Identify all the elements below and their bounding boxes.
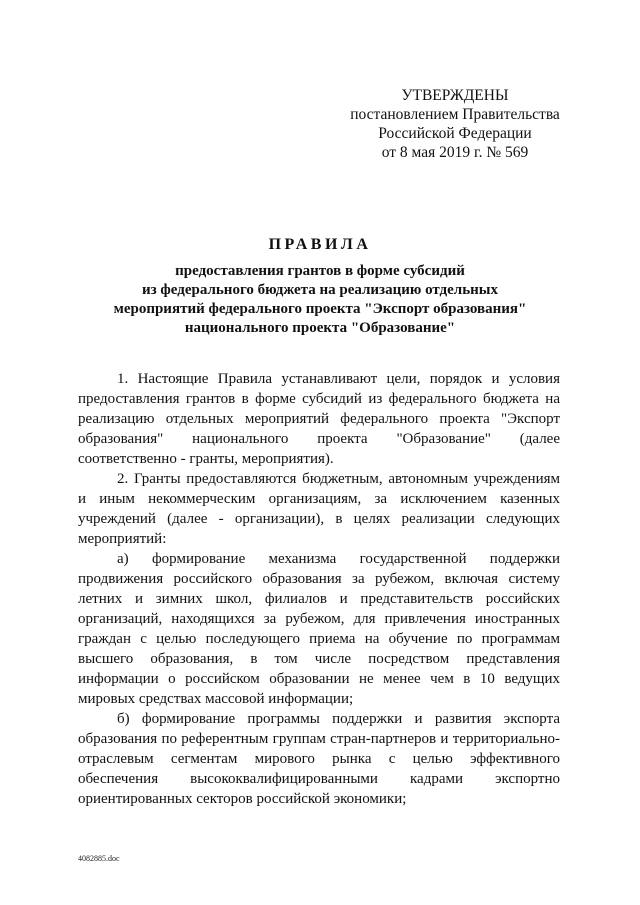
approval-heading: УТВЕРЖДЕНЫ — [401, 87, 509, 104]
approval-line-2: Российской Федерации — [378, 125, 532, 142]
subtitle-line-3: мероприятий федерального проекта "Экспорт образования" — [113, 301, 527, 317]
paragraph-2: 2. Гранты предоставляются бюджетным, автономным учреждениям и иным некоммерческим организациям, за исключением казенных учреждений (далее - организации), в целях реализации следующих мероприятий: — [78, 471, 560, 547]
approval-block — [330, 86, 580, 162]
subtitle-line-1: предоставления грантов в форме субсидий — [175, 263, 465, 279]
paragraph-1: 1. Настоящие Правила устанавливают цели, порядок и условия предоставления грантов в форме субсидий из федерального бюджета на реализацию отдельных мероприятий федерального проекта "Экспорт образования" национального проекта "Образование" (далее соответственно - гранты, мероприятия). — [78, 371, 560, 467]
approval-line-3: от 8 мая 2019 г. № 569 — [381, 144, 529, 161]
document-subtitle — [80, 262, 560, 338]
approval-line-1: постановлением Правительства — [350, 106, 560, 123]
subtitle-line-4: национального проекта "Образование" — [184, 320, 456, 336]
paragraph-2b: б) формирование программы поддержки и развития экспорта образования по референтным группам стран-партнеров и территориально-отраслевым сегментам мирового рынка с целью эффективного обеспечения высококвалифицированными кадрами экспортно ориентированных секторов российской экономики; — [78, 711, 560, 807]
subtitle-line-2: из федерального бюджета на реализацию отдельных — [141, 282, 498, 298]
document-title: ПРАВИЛА — [268, 236, 372, 253]
document-body — [78, 369, 560, 809]
file-name-footer: 4082885.doc — [78, 854, 120, 863]
paragraph-2a: а) формирование механизма государственной поддержки продвижения российского образования за рубежом, включая систему летних и зимних школ, филиалов и представительств российских организаций, находящихся за рубежом, для привлечения иностранных граждан с целью последующего приема на обучение по программам высшего образования, в том числе посредством представления информации о российском образовании не менее чем в 10 ведущих мировых средствах массовой информации; — [78, 551, 560, 707]
